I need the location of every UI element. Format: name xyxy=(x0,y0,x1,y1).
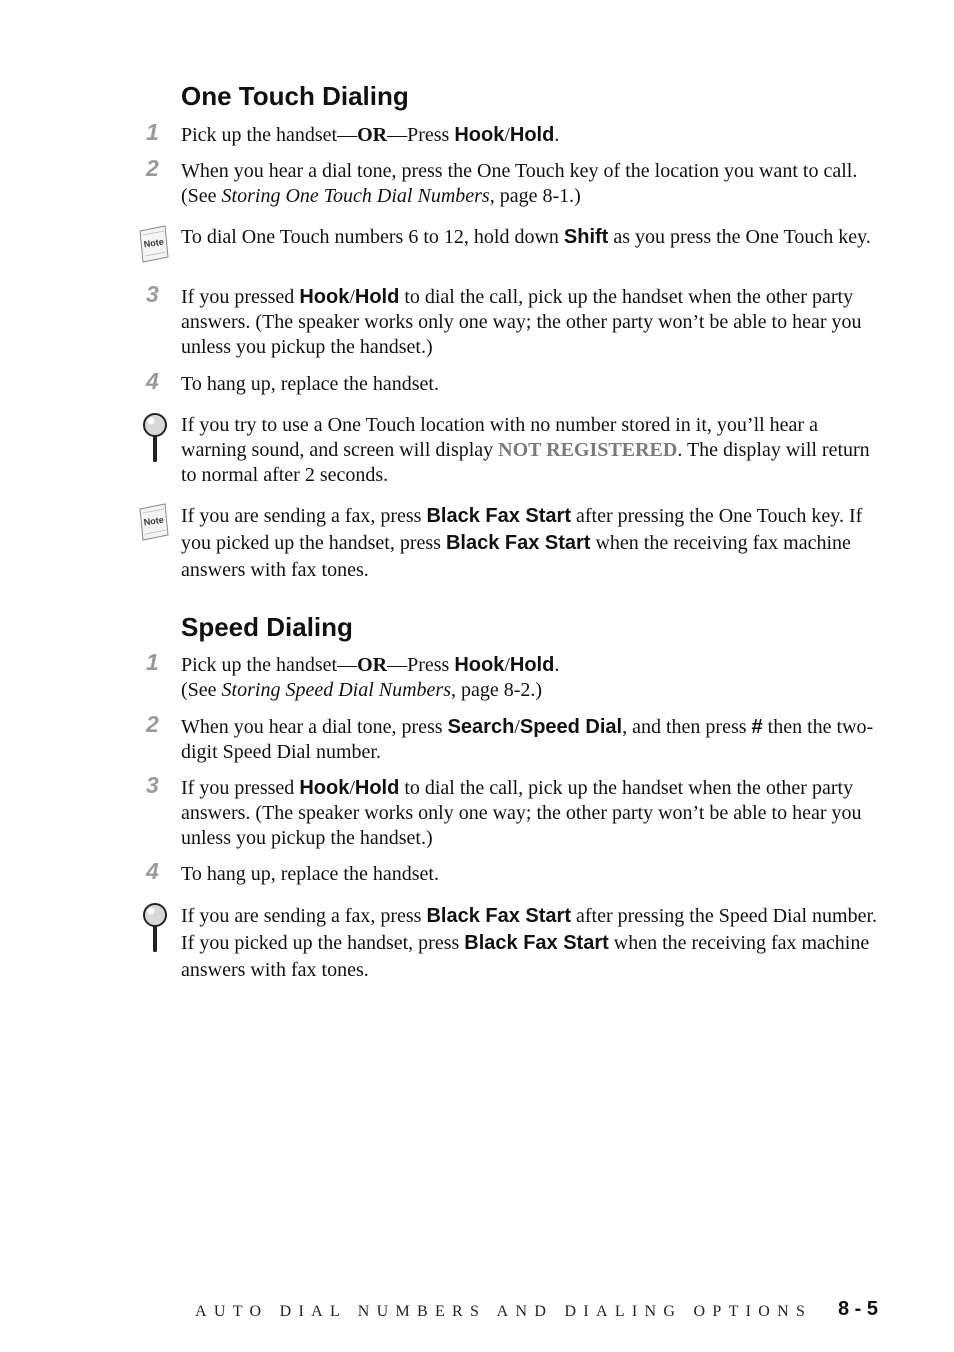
note-icon xyxy=(137,223,171,263)
section-heading-speed-dialing: Speed Dialing xyxy=(181,612,353,642)
step-text: If you pressed Hook/Hold to dial the call, pick up the handset when the other party answers. (The speaker works only one way; the other party won’t be able to hear you unless you pickup the handset.) xyxy=(181,777,862,849)
tip-text: If you are sending a fax, press Black Fax Start after pressing the Speed Dial number. If you picked up the handset, press Black Fax Start when the receiving fax machine answers with fax tones. xyxy=(181,905,878,981)
pushpin-icon xyxy=(140,902,170,954)
step-text: When you hear a dial tone, press Search/Speed Dial, and then press # then the two-digit Speed Dial number. xyxy=(181,716,874,763)
step-number: 3 xyxy=(146,772,159,798)
section-heading-one-touch-dialing: One Touch Dialing xyxy=(181,81,409,111)
step-number: 3 xyxy=(146,281,159,307)
step-text: Pick up the handset—OR—Press Hook/Hold. (See Storing Speed Dial Numbers, page 8-2.) xyxy=(181,654,560,701)
step-number: 1 xyxy=(146,649,159,675)
note-icon xyxy=(137,501,171,541)
step-text: To hang up, replace the handset. xyxy=(181,373,439,395)
note-text: To dial One Touch numbers 6 to 12, hold down Shift as you press the One Touch key. xyxy=(181,226,871,248)
step-number: 2 xyxy=(146,711,159,737)
pushpin-icon xyxy=(140,412,170,464)
note-icon-label: Note xyxy=(143,514,165,528)
footer-chapter-title: AUTO DIAL NUMBERS AND DIALING OPTIONS xyxy=(195,1303,813,1320)
tip-text: If you try to use a One Touch location with no number stored in it, you’ll hear a warning sound, and screen will display NOT REGISTERED. The display will return to normal after 2 seconds. xyxy=(181,414,870,486)
note-text: If you are sending a fax, press Black Fax Start after pressing the One Touch key. If you picked up the handset, press Black Fax Start when the receiving fax machine answers with fax tones. xyxy=(181,505,863,581)
step-text: When you hear a dial tone, press the One Touch key of the location you want to call. (See Storing One Touch Dial Numbers, page 8-1.) xyxy=(181,160,858,207)
step-number: 4 xyxy=(146,858,159,884)
step-text: Pick up the handset—OR—Press Hook/Hold. xyxy=(181,124,560,146)
footer-page-number: 8 - 5 xyxy=(838,1298,879,1320)
step-number: 1 xyxy=(146,119,159,145)
step-text: If you pressed Hook/Hold to dial the call, pick up the handset when the other party answers. (The speaker works only one way; the other party won’t be able to hear you unless you pickup the handset.) xyxy=(181,286,862,358)
step-text: To hang up, replace the handset. xyxy=(181,863,439,885)
note-icon-label: Note xyxy=(143,236,165,250)
step-number: 2 xyxy=(146,155,159,181)
step-number: 4 xyxy=(146,368,159,394)
